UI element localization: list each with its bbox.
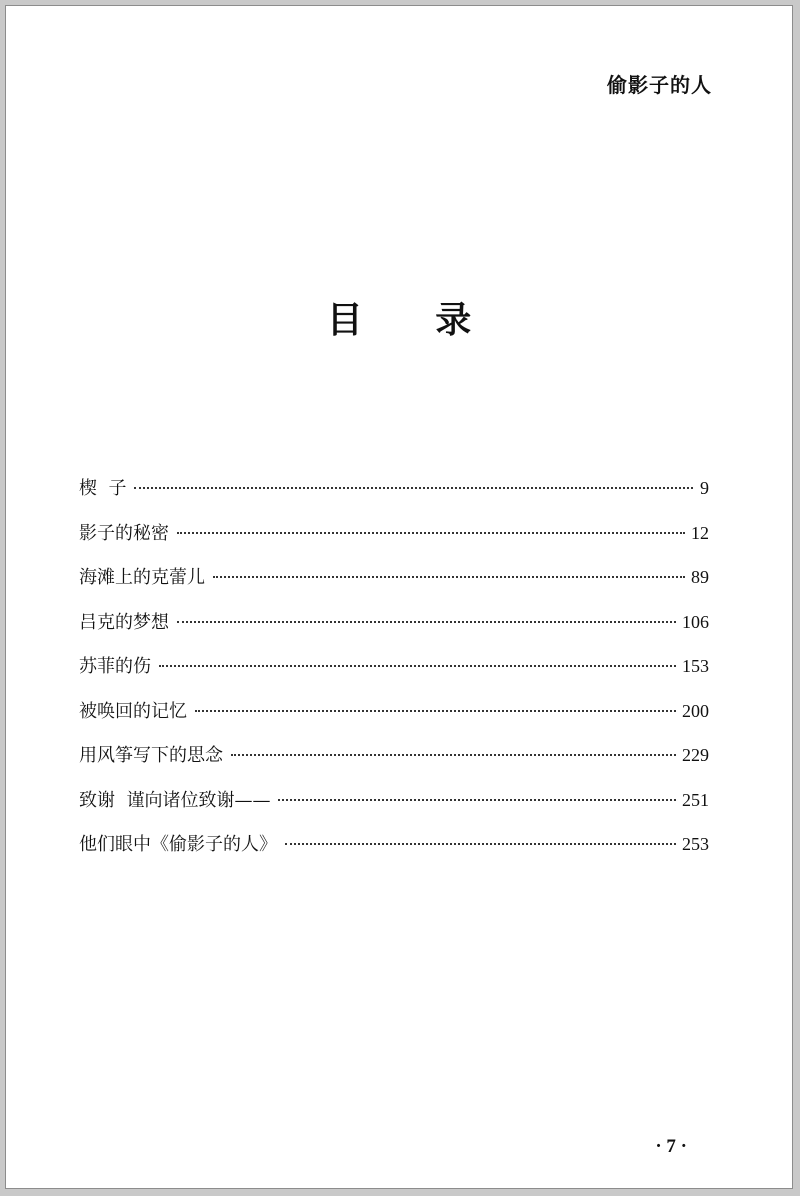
toc-entry-title: 影子的秘密 [79, 522, 169, 544]
toc-entry[interactable] [79, 519, 709, 564]
dot-leader [159, 665, 676, 667]
toc-entry[interactable] [79, 697, 709, 742]
toc-entry-title: 吕克的梦想 [79, 611, 169, 633]
running-header: 偷影子的人 [607, 73, 712, 97]
toc-entry-title: 他们眼中《偷影子的人》 [79, 834, 277, 855]
toc-entry-title: 被唤回的记忆 [79, 700, 187, 722]
toc-entry[interactable] [79, 608, 709, 653]
toc-entry-page: 12 [691, 522, 709, 543]
dot-leader [213, 576, 685, 578]
dot-leader [278, 799, 676, 801]
toc-entry-page: 229 [682, 745, 709, 765]
dot-leader [285, 843, 676, 845]
dot-leader [177, 532, 685, 534]
toc-entry-title: 楔 子 [79, 478, 127, 499]
toc-entry-page: 89 [691, 567, 709, 587]
dot-leader [195, 710, 676, 712]
toc-entry-page: 106 [682, 611, 709, 632]
toc-entry-title: 海滩上的克蕾儿 [79, 567, 205, 588]
toc-entry-page: 253 [682, 834, 709, 854]
toc-entry-title: 苏菲的伤 [79, 656, 151, 677]
toc-entry[interactable] [79, 652, 709, 697]
toc-entry-page: 200 [682, 700, 709, 721]
toc-entry-page: 9 [700, 478, 709, 498]
toc-entry-page: 251 [682, 789, 709, 810]
toc-entry[interactable] [79, 786, 709, 831]
toc-entry[interactable] [79, 830, 709, 875]
toc-entry[interactable] [79, 741, 709, 786]
page-number: · 7 · [655, 1136, 687, 1157]
toc-entry-page: 153 [682, 656, 709, 676]
book-page [5, 5, 793, 1189]
toc-entry-title: 致谢 谨向诸位致谢—— [79, 789, 271, 811]
dot-leader [231, 754, 676, 756]
toc-title: 目 录 [326, 299, 502, 341]
dot-leader [134, 487, 693, 489]
toc-entry-title: 用风筝写下的思念 [79, 745, 223, 766]
dot-leader [177, 621, 676, 623]
table-of-contents [79, 474, 709, 875]
toc-entry[interactable] [79, 474, 709, 519]
toc-entry[interactable] [79, 563, 709, 608]
